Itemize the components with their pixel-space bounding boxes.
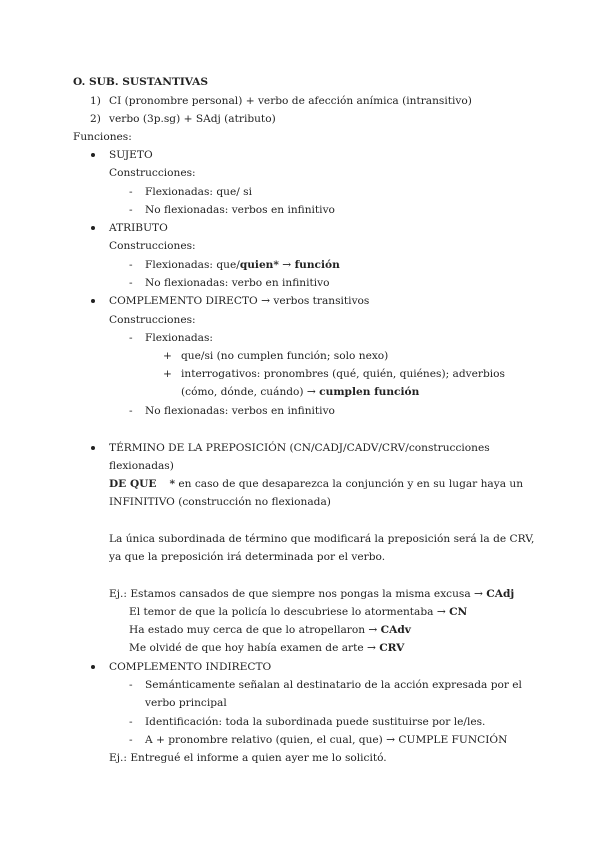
- dash-icon: -: [129, 679, 133, 691]
- constructions-label: Construcciones:: [109, 167, 196, 179]
- list-item: Identificación: toda la subordinada puede sustituirse por le/les.: [145, 716, 486, 728]
- sub-list-item: interrogativos: pronombres (qué, quién, quiénes); adverbios: [181, 368, 505, 380]
- example-function: CRV: [379, 642, 405, 654]
- list-item: No flexionadas: verbos en infinitivo: [145, 204, 335, 216]
- bullet-icon: [91, 226, 95, 230]
- de-que-label: DE QUE: [109, 478, 157, 490]
- list-number: 1): [90, 95, 101, 107]
- sub-list-item: que/si (no cumplen función; solo nexo): [181, 350, 389, 362]
- example-function: CAdv: [380, 624, 411, 636]
- asterisk-mark: *: [169, 478, 176, 490]
- example-line: [129, 605, 467, 619]
- example-text: Ha estado muy cerca de que lo atropellaron →: [129, 624, 381, 636]
- constructions-label: Construcciones:: [109, 314, 196, 326]
- bullet-icon: [91, 299, 95, 303]
- paragraph-line: ya que la preposición irá determinada por el verbo.: [109, 551, 386, 563]
- example-function: CN: [449, 606, 468, 618]
- item-text: (cómo, dónde, cuándo) →: [181, 386, 320, 398]
- item-text: Flexionadas: que/: [145, 259, 240, 271]
- item-bold-text: función: [294, 259, 340, 271]
- dash-icon: -: [129, 204, 133, 216]
- list-number: 2): [90, 113, 101, 125]
- paragraph-line: La única subordinada de término que modificará la preposición será la de CRV,: [109, 533, 535, 545]
- dash-icon: -: [129, 277, 133, 289]
- function-heading: SUJETO: [109, 149, 153, 161]
- type-item: CI (pronombre personal) + verbo de afección anímica (intransitivo): [109, 95, 472, 107]
- function-heading-continuation: flexionadas): [109, 460, 174, 472]
- note-text-continuation: INFINITIVO (construcción no flexionada): [109, 496, 331, 508]
- plus-icon: +: [163, 350, 172, 362]
- list-item: [145, 258, 340, 272]
- dash-icon: -: [129, 259, 133, 271]
- page-title: O. SUB. SUSTANTIVAS: [73, 76, 209, 88]
- dash-icon: -: [129, 734, 133, 746]
- bullet-icon: [91, 153, 95, 157]
- bullet-icon: [91, 446, 95, 450]
- list-item: Flexionadas: que/ si: [145, 186, 252, 198]
- list-item-continuation: verbo principal: [145, 697, 227, 709]
- bullet-icon: [91, 665, 95, 669]
- note-text: en caso de que desaparezca la conjunción y en su lugar haya un: [175, 478, 524, 490]
- dash-icon: -: [129, 716, 133, 728]
- item-bold-text: quien*: [239, 259, 279, 271]
- example-line: [109, 587, 514, 601]
- example-text: Me olvidé de que hoy había examen de arte →: [129, 642, 380, 654]
- example-line: Ej.: Entregué el informe a quien ayer me lo solicitó.: [109, 752, 387, 764]
- example-function: CAdj: [486, 588, 515, 600]
- example-text: Ej.: Estamos cansados de que siempre nos pongas la misma excusa →: [109, 588, 487, 600]
- list-item: Semánticamente señalan al destinatario de la acción expresada por el: [145, 679, 522, 691]
- dash-icon: -: [129, 332, 133, 344]
- item-bold-text: cumplen función: [319, 386, 420, 398]
- example-line: [129, 641, 404, 655]
- dash-icon: -: [129, 186, 133, 198]
- example-line: [129, 623, 411, 637]
- functions-label: Funciones:: [73, 131, 132, 143]
- function-heading: COMPLEMENTO DIRECTO → verbos transitivos: [109, 295, 370, 307]
- list-item: Flexionadas:: [145, 332, 213, 344]
- list-item: A + pronombre relativo (quien, el cual, que) → CUMPLE FUNCIÓN: [145, 734, 508, 746]
- arrow-text: →: [278, 259, 295, 271]
- de-que-note: [109, 477, 523, 491]
- function-heading: TÉRMINO DE LA PREPOSICIÓN (CN/CADJ/CADV/CRV/construcciones: [109, 442, 490, 454]
- dash-icon: -: [129, 405, 133, 417]
- plus-icon: +: [163, 368, 172, 380]
- type-item: verbo (3p.sg) + SAdj (atributo): [109, 113, 276, 125]
- list-item: No flexionadas: verbo en infinitivo: [145, 277, 330, 289]
- function-heading: ATRIBUTO: [109, 222, 168, 234]
- example-text: El temor de que la policía lo descubriese lo atormentaba →: [129, 606, 450, 618]
- list-item: No flexionadas: verbos en infinitivo: [145, 405, 335, 417]
- function-heading: COMPLEMENTO INDIRECTO: [109, 661, 272, 673]
- sub-list-item-continuation: [181, 385, 419, 399]
- constructions-label: Construcciones:: [109, 240, 196, 252]
